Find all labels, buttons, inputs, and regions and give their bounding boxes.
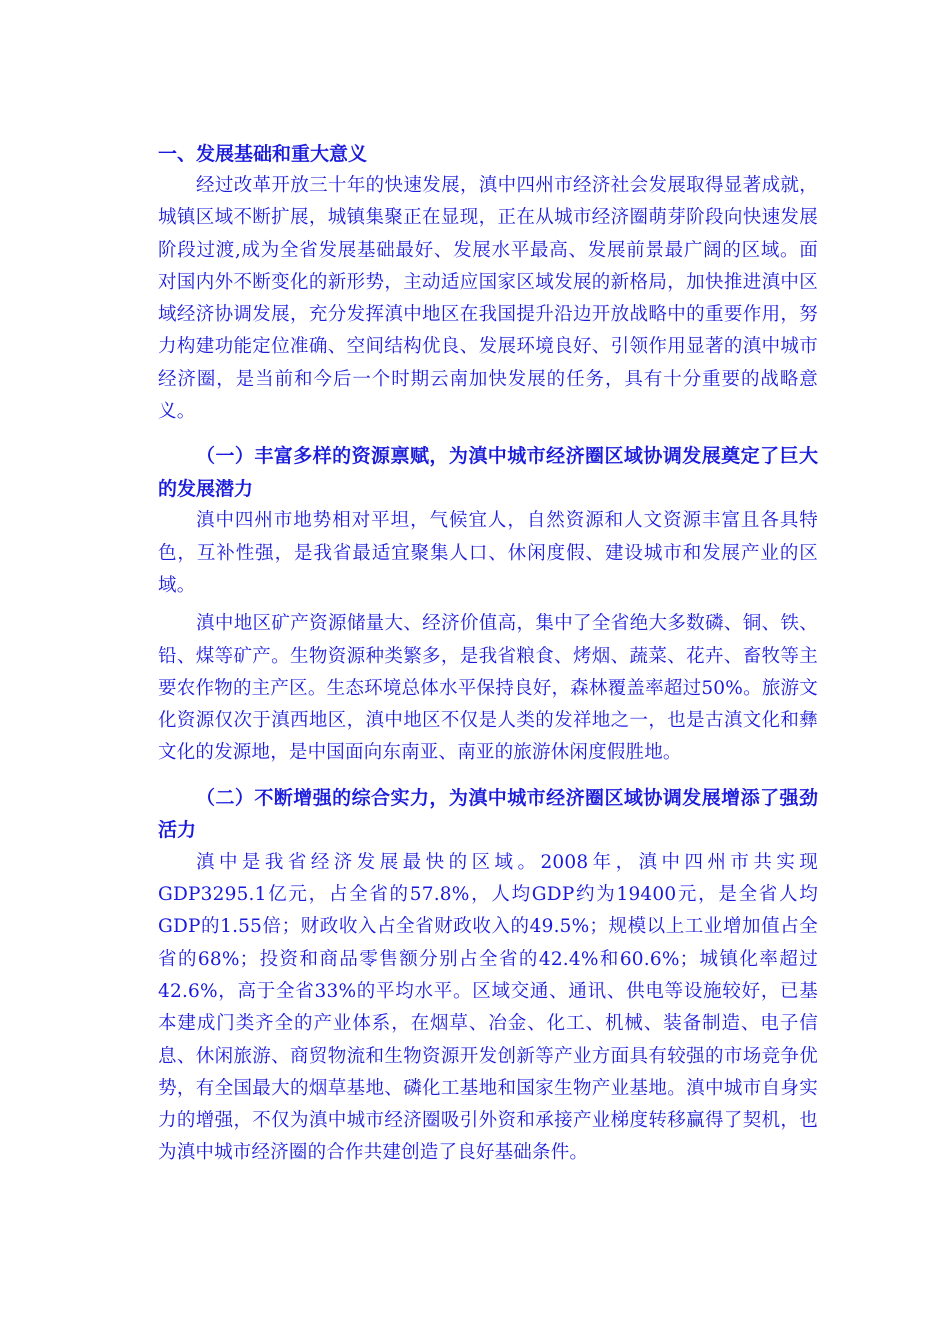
subsection-2-heading: （二）不断增强的综合实力，为滇中城市经济圈区域协调发展增添了强劲活力 bbox=[158, 786, 818, 842]
subsection-1-paragraph-1: 滇中四州市地势相对平坦，气候宜人，自然资源和人文资源丰富且各具特色，互补性强，是我省最适宜聚集人口、休闲度假、建设城市和发展产业的区域。 bbox=[158, 510, 818, 596]
subsection-1-paragraph-2: 滇中地区矿产资源储量大、经济价值高，集中了全省绝大多数磷、铜、铁、铅、煤等矿产。生物资源种类繁多，是我省粮食、烤烟、蔬菜、花卉、畜牧等主要农作物的主产区。生态环境总体水平保持良好，森林覆盖率超过50%。旅游文化资源仅次于滇西地区，滇中地区不仅是人类的发祥地之一，也是古滇文化和彝文化的发源地，是中国面向东南亚、南亚的旅游休闲度假胜地。 bbox=[158, 613, 818, 764]
document-page bbox=[158, 138, 818, 1170]
subsection-2-paragraph-1: 滇中是我省经济发展最快的区域。2008年，滇中四州市共实现GDP3295.1亿元，占全省的57.8%，人均GDP约为19400元，是全省人均GDP的1.55倍；财政收入占全省财政收入的49.5%；规模以上工业增加值占全省的68%；投资和商品零售额分别占全省的42.4%和60.6%；城镇化率超过42.6%，高于全省33%的平均水平。区域交通、通讯、供电等设施较好，已基本建成门类齐全的产业体系，在烟草、冶金、化工、机械、装备制造、电子信息、休闲旅游、商贸物流和生物资源开发创新等产业方面具有较强的市场竞争优势，有全国最大的烟草基地、磷化工基地和国家生物产业基地。滇中城市自身实力的增强，不仅为滇中城市经济圈吸引外资和承接产业梯度转移赢得了契机，也为滇中城市经济圈的合作共建创造了良好基础条件。 bbox=[158, 851, 818, 1164]
subsection-1-heading: （一）丰富多样的资源禀赋，为滇中城市经济圈区域协调发展奠定了巨大的发展潜力 bbox=[158, 445, 818, 500]
section-heading: 一、发展基础和重大意义 bbox=[158, 143, 368, 165]
section-intro-paragraph: 经过改革开放三十年的快速发展，滇中四州市经济社会发展取得显著成就，城镇区域不断扩展，城镇集聚正在显现，正在从城市经济圈萌芽阶段向快速发展阶段过渡,成为全省发展基础最好、发展水平最高、发展前景最广阔的区域。面对国内外不断变化的新形势，主动适应国家区域发展的新格局，加快推进滇中区域经济协调发展，充分发挥滇中地区在我国提升沿边开放战略中的重要作用，努力构建功能定位准确、空间结构优良、发展环境良好、引领作用显著的滇中城市经济圈，是当前和今后一个时期云南加快发展的任务，具有十分重要的战略意义。 bbox=[158, 175, 818, 423]
